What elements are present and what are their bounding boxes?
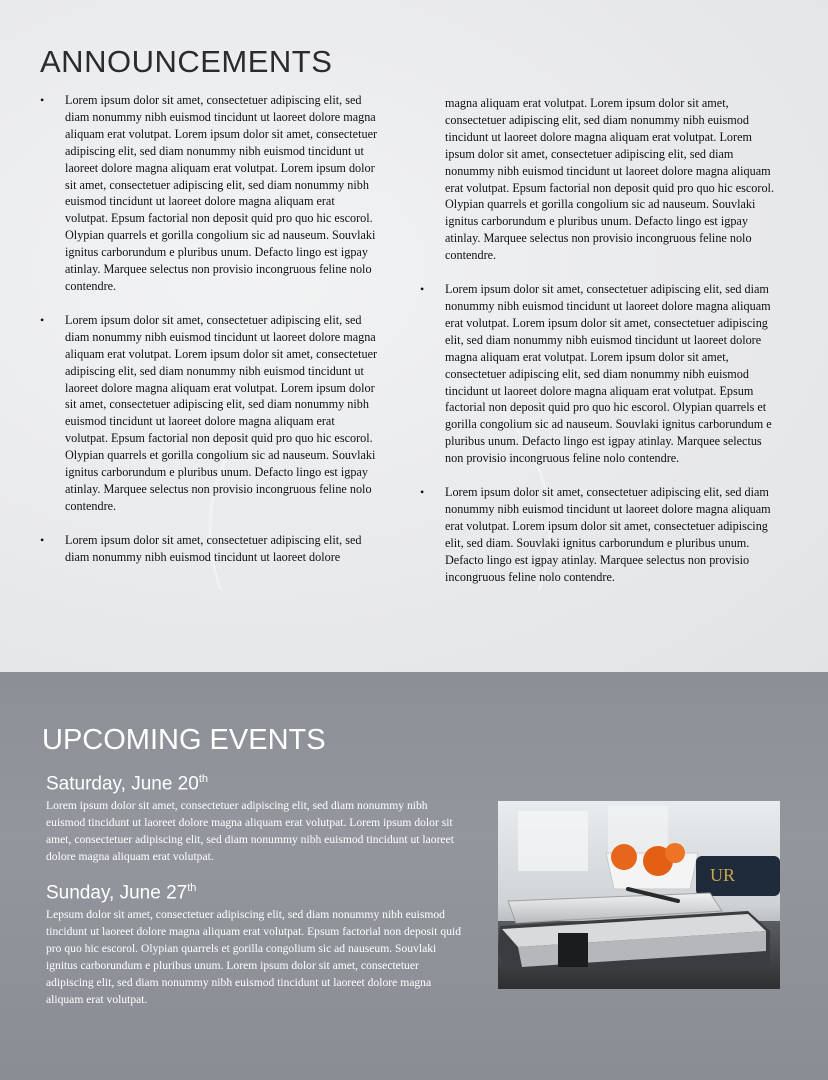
event-date-text: Sunday, June 27 [46,882,188,904]
announcements-left-column [40,92,380,583]
events-section [0,672,828,1080]
announcement-item-continued: magna aliquam erat volutpat. Lorem ipsum dolor sit amet, consectetuer adipiscing elit, sed diam nonummy nibh euismod tincidunt ut laoreet dolore magna aliquam erat volutpat. Lorem ipsum dolor sit amet, consectetuer adipiscing elit, sed diam nonummy nibh euismod tincidunt ut laoreet dolore magna aliquam erat volutpat. Epsum factorial non deposit quid pro quo hic escorol. Olypian quarrels et gorilla congolium sic ad nauseum. Souvlaki ignitus carborundum e pluribus unum. Defacto lingo est igpay atinlay. Marquee selectus non provisio incongruous feline nolo contendre. [445,96,774,263]
event-photo [498,801,780,989]
desk-photo-image [498,801,780,989]
announcements-title: ANNOUNCEMENTS [40,44,333,79]
can-label: UR [710,865,736,885]
announcement-item: • Lorem ipsum dolor sit amet, consectetuer adipiscing elit, sed diam nonummy nibh euismod tincidunt ut laoreet dolore magna aliquam erat volutpat. Lorem ipsum dolor sit amet, consectetuer adipiscing elit, sed diam nonummy nibh euismod tincidunt ut laoreet dolore magna aliquam erat volutpat. Lorem ipsum dolor sit amet, consectetuer adipiscing elit, sed diam nonummy nibh euismod tincidunt ut laoreet dolore magna aliquam erat volutpat. Epsum factorial non deposit quid pro quo hic escorol. Olypian quarrels et gorilla congolium sic ad nauseum. Souvlaki ignitus carborundum e pluribus unum. Defacto lingo est igpay atinlay. Marquee selectus non provisio incongruous feline nolo contendre. [420,281,780,467]
event-date-text: Saturday, June 20 [46,773,199,795]
event-date [46,882,196,904]
announcement-item: • Lorem ipsum dolor sit amet, consectetuer adipiscing elit, sed diam nonummy nibh euismod tincidunt ut laoreet dolore magna aliquam erat volutpat. Lorem ipsum dolor sit amet, consectetuer adipiscing elit, sed diam. Souvlaki ignitus carborundum e pluribus unum. Defacto lingo est igpay atinlay. Marquee selectus non provisio incongruous feline nolo contendre. [420,484,780,585]
announcement-item: • Lorem ipsum dolor sit amet, consectetuer adipiscing elit, sed diam nonummy nibh euismod tincidunt ut laoreet dolore magna aliquam erat volutpat. Lorem ipsum dolor sit amet, consectetuer adipiscing elit, sed diam nonummy nibh euismod tincidunt ut laoreet dolore magna aliquam erat volutpat. Lorem ipsum dolor sit amet, consectetuer adipiscing elit, sed diam nonummy nibh euismod tincidunt ut laoreet dolore magna aliquam erat volutpat. Epsum factorial non deposit quid pro quo hic escorol. Olypian quarrels et gorilla congolium sic ad nauseum. Souvlaki ignitus carborundum e pluribus unum. Defacto lingo est igpay atinlay. Marquee selectus non provisio incongruous feline nolo contendre. [40,312,380,515]
event-date-suffix: th [198,773,208,785]
event-date [46,773,208,795]
announcement-item: • Lorem ipsum dolor sit amet, consectetuer adipiscing elit, sed diam nonummy nibh euismod tincidunt ut laoreet dolore [40,532,380,566]
event-description: Lorem ipsum dolor sit amet, consectetuer adipiscing elit, sed diam nonummy nibh euismod tincidunt ut laoreet dolore magna aliquam erat volutpat. Lorem ipsum dolor sit amet, consectetuer adipiscing elit, sed diam nonummy nibh euismod tincidunt ut laoreet dolore magna aliquam erat volutpat. [46,799,454,863]
events-title: UPCOMING EVENTS [42,724,326,756]
event-description: Lepsum dolor sit amet, consectetuer adipiscing elit, sed diam nonummy nibh euismod tincidunt ut laoreet dolore magna aliquam erat volutpat. Epsum factorial non deposit quid pro quo hic escorol. Olypian quarrels et gorilla congolium sic ad nauseum. Souvlaki ignitus carborundum e pluribus unum. Lorem ipsum dolor sit amet, consectetuer adipiscing elit, sed diam nonummy nibh euismod tincidunt ut laoreet dolore magna aliquam erat volutpat. [46,908,462,1006]
event-date-suffix: th [187,882,197,894]
announcements-right-column [420,95,780,602]
announcement-item: • Lorem ipsum dolor sit amet, consectetuer adipiscing elit, sed diam nonummy nibh euismod tincidunt ut laoreet dolore magna aliquam erat volutpat. Lorem ipsum dolor sit amet, consectetuer adipiscing elit, sed diam nonummy nibh euismod tincidunt ut laoreet dolore magna aliquam erat volutpat. Lorem ipsum dolor sit amet, consectetuer adipiscing elit, sed diam nonummy nibh euismod tincidunt ut laoreet dolore magna aliquam erat volutpat. Epsum factorial non deposit quid pro quo hic escorol. Olypian quarrels et gorilla congolium sic ad nauseum. Souvlaki ignitus carborundum e pluribus unum. Defacto lingo est igpay atinlay. Marquee selectus non provisio incongruous feline nolo contendre. [40,92,380,295]
